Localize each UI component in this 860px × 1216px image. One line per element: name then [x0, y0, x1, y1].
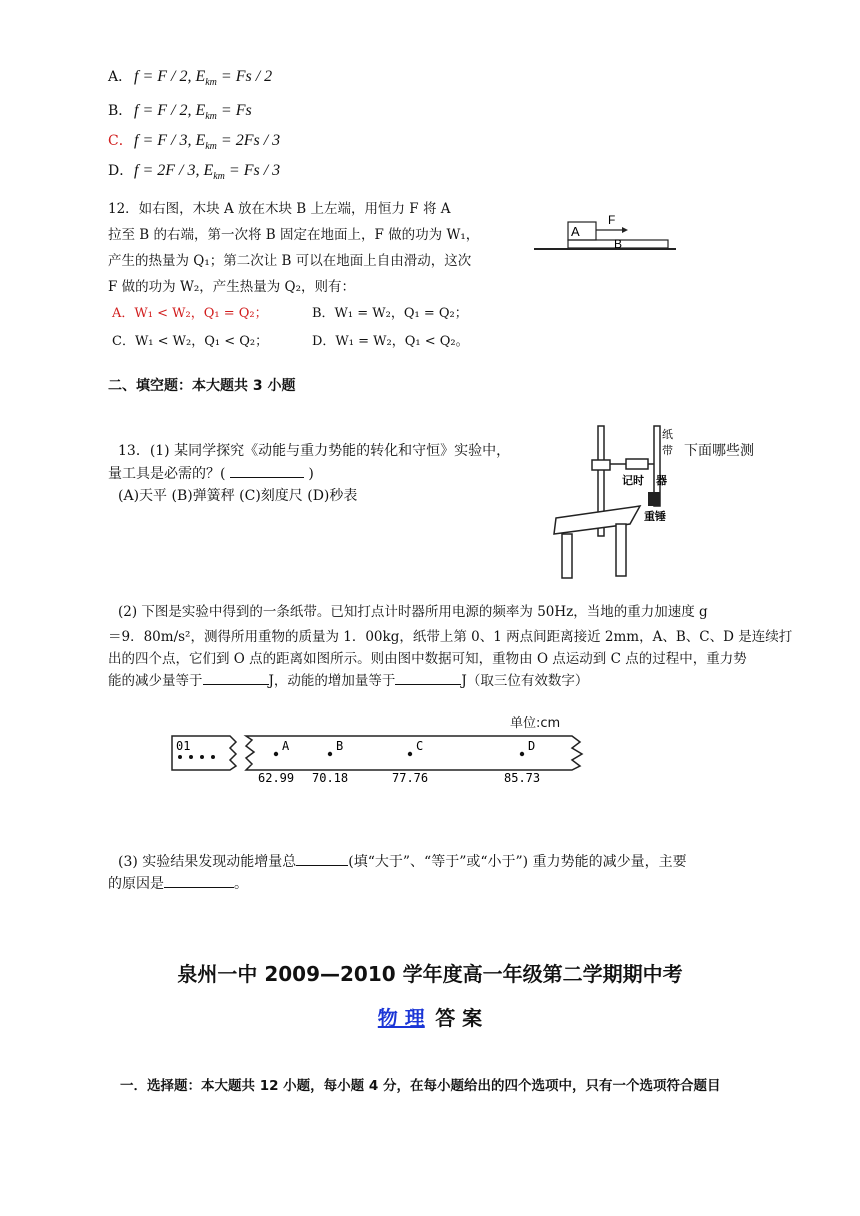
force-arrowhead [622, 227, 628, 233]
q11-option-d: D．f = 2F / 3, $E_{km} = Fs / 3$ [108, 162, 281, 182]
tape-distance-b: 70.18 [312, 771, 349, 784]
tape-point-d [520, 752, 524, 756]
q12-stem: 12．如右图，木块 A 放在木块 B 上左端，用恒力 F 将 A 拉至 B 的右端，第一次将 B 固定在地面上，F 做的功为 W₁， 产生的热量为 Q₁；第二次让 B 可以在地面上自由滑动，这次 F 做的功为 W₂，产生热量为 Q₂，则有： [108, 201, 480, 295]
q13-part2-line3: 出的四个点，它们到 O 点的距离如图所示。则由图中数据可知，重物由 O 点运动到 C 点的过程中，重力势 [108, 651, 747, 667]
left-clamp [592, 460, 610, 470]
apparatus-label-qi: 器 [656, 474, 667, 487]
q13-part2-line2: ＝9．80m/s²，测得所用重物的质量为 1．00kg，纸带上第 0、1 两点间距离接近 2mm，A、B、C、D 是连续打 [108, 629, 793, 645]
apparatus-label-timer: 记时 [622, 474, 644, 487]
q13-part1-answer-blank[interactable] [230, 463, 304, 478]
q12-option-a: A．W₁ < W₂，Q₁ = Q₂； [112, 306, 268, 321]
tape-point-a [274, 752, 278, 756]
tape-point-label-d: D [528, 739, 536, 753]
tape-dot-2 [200, 755, 204, 759]
paper-tape-figure [170, 728, 600, 784]
ke-compare-blank[interactable] [296, 851, 348, 866]
gpe-decrease-blank[interactable] [203, 670, 269, 685]
reason-blank[interactable] [164, 873, 234, 888]
q13-part1-line1-right: 下面哪些测 [684, 443, 754, 459]
tape-distance-d: 85.73 [504, 771, 541, 784]
q13-part1-line2: 量工具是必需的？( ) [108, 463, 314, 483]
tape-dot-1 [189, 755, 193, 759]
tape-unit-label: 单位:cm [510, 716, 561, 731]
q13-part1-line1: 13．(1) 某同学探究《动能与重力势能的转化和守恒》实验中， [118, 443, 511, 459]
apparatus-label-weight: 重锤 [644, 510, 666, 523]
q13-part2-line4: 能的减少量等于 J，动能的增加量等于 J（取三位有效数字） [108, 669, 588, 689]
block-a-label: A [571, 224, 580, 239]
q11-option-c: C．f = F / 3, $E_{km} = 2Fs / 3$ [108, 132, 281, 152]
q13-part3-line1: (3) 实验结果发现动能增量总 (填“大于”、“等于”或“小于”) 重力势能的减少量，主要 [118, 851, 687, 871]
answer-label: 答 案 [435, 1006, 483, 1030]
tape-origin-label: 01 [176, 739, 191, 753]
section2-heading: 二、填空题：本大题共 3 小题 [108, 378, 296, 394]
q12-option-b: B．W₁ = W₂，Q₁ = Q₂； [312, 306, 468, 321]
apparatus-label-dai: 带 [662, 444, 673, 457]
q13-part1-options: (A)天平 (B)弹簧秤 (C)刻度尺 (D)秒表 [118, 488, 358, 504]
table-leg-left [562, 534, 572, 578]
free-fall-apparatus-figure [552, 424, 682, 580]
tape-point-label-a: A [282, 739, 290, 753]
q12-option-c: C．W₁ < W₂，Q₁ < Q₂； [112, 334, 269, 349]
q13-part2-line1: (2) 下图是实验中得到的一条纸带。已知打点计时器所用电源的频率为 50Hz，当地的重力加速度 g [118, 604, 708, 620]
tape-distance-a: 62.99 [258, 771, 295, 784]
q12-option-d: D．W₁ = W₂，Q₁ < Q₂。 [312, 334, 469, 349]
tape-dot-3 [211, 755, 215, 759]
q12-blocks-figure [530, 208, 680, 256]
weight [648, 492, 660, 506]
section1-answer-heading: 一．选择题：本大题共 12 小题，每小题 4 分，在每小题给出的四个选项中，只有一个选项符合题目 [120, 1078, 721, 1094]
tape-dot-0 [178, 755, 182, 759]
block-b-label: B [614, 237, 623, 251]
q11-option-a: A． f = F / 2, $E_{km} = Fs / 2$ [108, 68, 273, 88]
tape-distance-c: 77.76 [392, 771, 429, 784]
apparatus-label-zhi: 纸 [662, 428, 673, 441]
tape-point-b [328, 752, 332, 756]
answer-title: 泉州一中 2009—2010 学年度高一年级第二学期期中考 [177, 962, 683, 986]
force-label: F [608, 213, 616, 227]
tape-point-label-b: B [336, 739, 344, 753]
q13-part3-line2: 的原因是 。 [108, 873, 248, 893]
tape-point-label-c: C [416, 739, 424, 753]
q11-option-b: B． f = F / 2, $E_{km} = Fs$ [108, 102, 252, 122]
timer-body [626, 459, 648, 469]
table-top [554, 506, 640, 534]
table-leg-right [616, 524, 626, 576]
answer-subtitle [0, 1002, 860, 1031]
ke-increase-blank[interactable] [395, 670, 461, 685]
tape-point-c [408, 752, 412, 756]
subject-link[interactable]: 物 理 [377, 1006, 425, 1030]
